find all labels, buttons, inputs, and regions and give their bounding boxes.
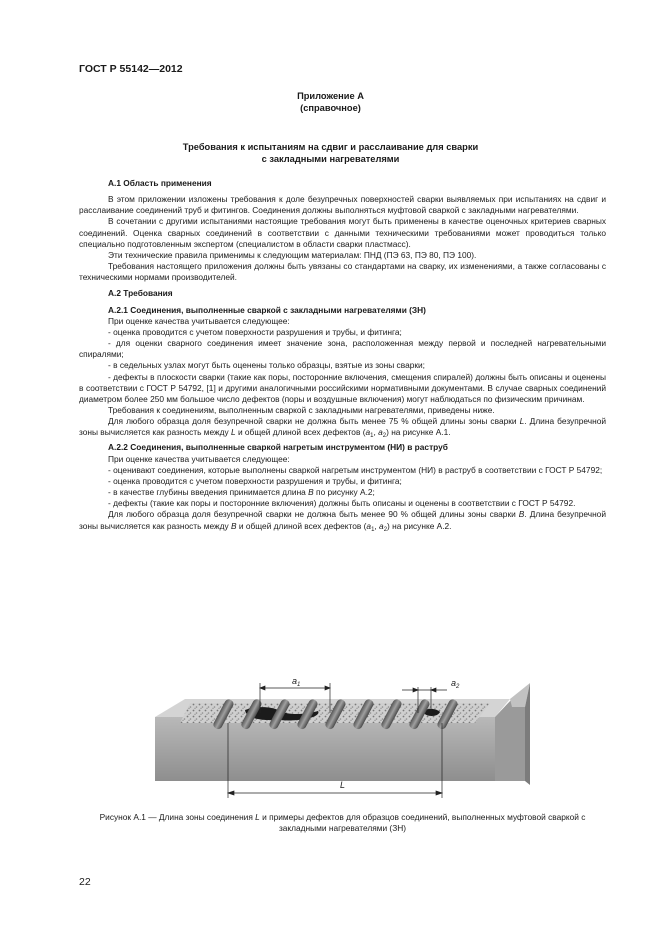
- standard-code: ГОСТ Р 55142—2012: [79, 63, 183, 75]
- a21-item-4: - дефекты в плоскости сварки (такие как поры, посторонние включения, смещения спиралей) должны быть описаны и оценены в соответствии с ГОСТ Р 54792, [1] и другими аналогичными российскими нормативными документами. В случае сварных соединений диаметром более 250 мм большое число дефектов (поры и воздушные включения) могут наблюдаться по физическим причинам.: [79, 371, 606, 404]
- a21-item-2: - для оценки сварного соединения имеет значение зона, расположенная между первой и последней нагревательными спиралями;: [79, 338, 606, 360]
- a22-item-2: - оценка проводится с учетом поверхности разрушения и трубы, и фитинга;: [108, 475, 402, 486]
- a1-paragraph-3: Эти технические правила применимы к следующим материалам: ПНД (ПЭ 63, ПЭ 80, ПЭ 100).: [108, 249, 477, 260]
- appendix-title: Приложение А: [297, 91, 364, 101]
- page-number: 22: [79, 876, 91, 888]
- a22-item-4: - дефекты (такие как поры и посторонние включения) должны быть описаны и оценены в соответствии с ГОСТ Р 54792.: [108, 498, 576, 509]
- a21-criterion: Для любого образца доля безупречной сварки не должна быть менее 75 % общей длины зоны сварки L. Длина безупречной зоны вычисляется как разность между L и общей длиной всех дефектов ($a_1$, $a_2$) на рисунке А.1.: [79, 416, 606, 440]
- section-title-line2: с закладными нагревателями: [261, 154, 400, 164]
- a1-paragraph-4: Требования настоящего приложения должны быть увязаны со стандартами на сварку, их изменениями, а также согласованы с техническими нормами производителей.: [79, 261, 606, 283]
- a22-item-3: - в качестве глубины введения принимается длина B по рисунку А.2;: [108, 487, 375, 498]
- a22-item-1: - оценивают соединения, которые выполнены сваркой нагретым инструментом (НИ) в раструб в соответствии с ГОСТ Р 54792;: [108, 464, 603, 475]
- a22-heading: А.2.2 Соединения, выполненные сваркой нагретым инструментом (НИ) в раструб: [108, 442, 448, 453]
- appendix-subtitle: (справочное): [300, 103, 361, 113]
- label-a2: $a_2$: [451, 678, 460, 690]
- a21-item-3: - в седельных узлах могут быть оценены только образцы, взятые из зоны сварки;: [108, 360, 425, 371]
- a1-paragraph-1: В этом приложении изложены требования к доле безупречных поверхностей сварки выявляемых при испытаниях на сдвиг и расслаивание соединений труб и фитингов. Соединения должны выполняться муфтовой сваркой с закладными нагревателями.: [79, 194, 606, 216]
- a21-requirements: Требования к соединениям, выполненным сваркой с закладными нагревателями, приведены ниже.: [108, 404, 495, 415]
- a22-intro: При оценке качества учитывается следующее:: [108, 453, 290, 464]
- a21-heading: А.2.1 Соединения, выполненные сваркой с закладными нагревателями (ЗН): [108, 304, 426, 315]
- a1-paragraph-2: В сочетании с другими испытаниями настоящие требования могут быть применены в качестве оценочных критериев сварных соединений. Оценка сварных соединений в соответствии с данными техническими требованиями может проводиться только специально подготовленным экспертом (специалистом в области сварки пластмасс).: [79, 216, 606, 249]
- body-text: [79, 178, 606, 536]
- label-L: L: [340, 780, 346, 790]
- a1-heading: А.1 Область применения: [108, 178, 212, 188]
- a22-criterion: Для любого образца доля безупречной сварки не должна быть менее 90 % общей длины зоны сварки B. Длина безупречной зоны вычисляется как разность между B и общей длиной всех дефектов ($a_1$, $a_2$) на рисунке А.2.: [79, 509, 606, 533]
- section-title-line1: Требования к испытаниям на сдвиг и расслаивание для сварки: [182, 142, 479, 152]
- a21-intro: При оценке качества учитывается следующее:: [108, 315, 290, 326]
- a21-item-1: - оценка проводится с учетом поверхности разрушения и трубы, и фитинга;: [108, 326, 402, 337]
- label-a1: $a_1$: [292, 676, 301, 688]
- figure-a1-weld-zone: [150, 673, 570, 803]
- a2-heading: А.2 Требования: [108, 288, 173, 299]
- figure-caption: Рисунок А.1 — Длина зоны соединения L и примеры дефектов для образцов соединений, выполненных муфтовой сваркой с закладными нагревателями (ЗН): [99, 812, 586, 833]
